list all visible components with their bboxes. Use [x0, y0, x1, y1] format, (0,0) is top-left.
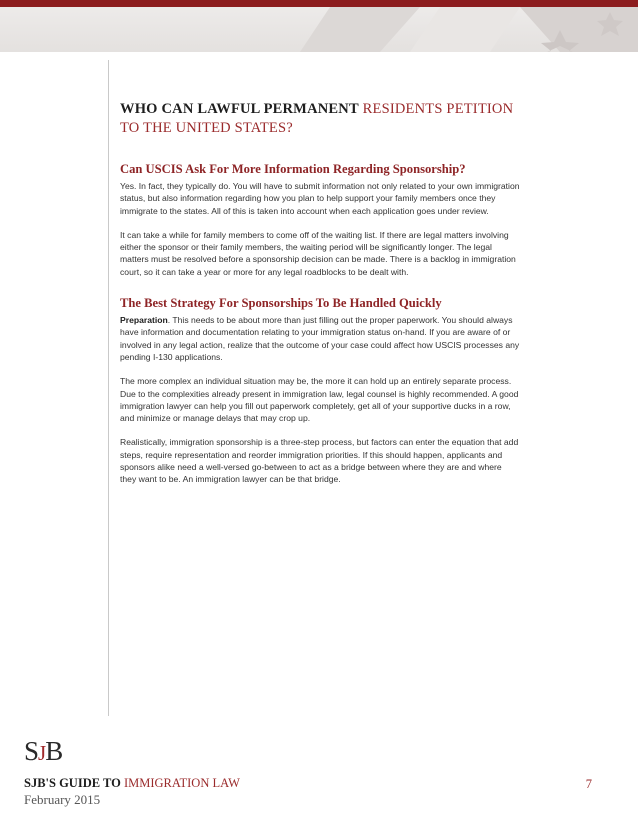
- header-banner: [0, 0, 638, 52]
- page-number: 7: [585, 777, 592, 791]
- section-heading-uscis-information: Can USCIS Ask For More Information Regarding Sponsorship?: [120, 162, 466, 176]
- footer-guide-dark: SJB'S GUIDE TO: [24, 776, 121, 790]
- preparation-bold: Preparation: [120, 315, 168, 326]
- paragraph: Realistically, immigration sponsorship is a three-step process, but factors can enter the equation that add steps, require representation and reorder immigration priorities. If this should happen, applicants and sponsors alike need a well-versed go-between to act as a bridge between where they are and where they want to be. An immigration lawyer can be that bridge.: [120, 437, 519, 485]
- paragraph: The more complex an individual situation may be, the more it can hold up an entirely separate process. Due to the complexities already present in immigration law, legal counsel is highly recommended. A good immigration lawyer can help you fill out paperwork completely, get all of your supportive ducks in a row, and minimize or manage delays that may crop up.: [120, 376, 519, 424]
- logo-letter-b: B: [45, 736, 63, 766]
- header-flag-graphic: [0, 0, 638, 52]
- paragraph: It can take a while for family members to come off of the waiting list. If there are legal matters involving either the sponsor or their family members, the waiting period will be significantly longer. The legal matters must be resolved before a sponsorship decision can be made. There is a backlog in immigration court, so it can take a year or more for any legal roadblocks to be dealt with.: [120, 229, 516, 277]
- vertical-rule: [108, 60, 109, 716]
- footer-guide-title: [24, 776, 324, 791]
- article-body: [120, 100, 520, 486]
- sjb-logo: [24, 736, 62, 768]
- paragraph: Yes. In fact, they typically do. You will have to submit information not only related to your own immigration status, but also information regarding how you plan to help support your family members once they immigrate to the states. All of this is taken into account when each application goes under review.: [120, 181, 520, 216]
- page-title-red: RESIDENTS PETITION TO THE UNITED STATES?: [120, 101, 514, 136]
- footer-date: February 2015: [24, 792, 101, 807]
- logo-letter-j: J: [38, 741, 46, 765]
- page-title-dark: WHO CAN LAWFUL PERMANENT: [120, 101, 359, 117]
- page-title: [120, 100, 520, 138]
- preparation-text: . This needs to be about more than just filling out the proper paperwork. You should always have information and documentation relating to your immigration status on-hand. If you are aware of or involved in any legal action, realize that the outcome of your case could affect how USCIS processes any pending I-130 applications.: [120, 315, 520, 362]
- paragraph-preparation: [120, 314, 520, 363]
- section-heading-best-strategy: The Best Strategy For Sponsorships To Be Handled Quickly: [120, 296, 442, 311]
- logo-letter-s: S: [24, 736, 39, 766]
- footer-guide-red: IMMIGRATION LAW: [123, 776, 240, 790]
